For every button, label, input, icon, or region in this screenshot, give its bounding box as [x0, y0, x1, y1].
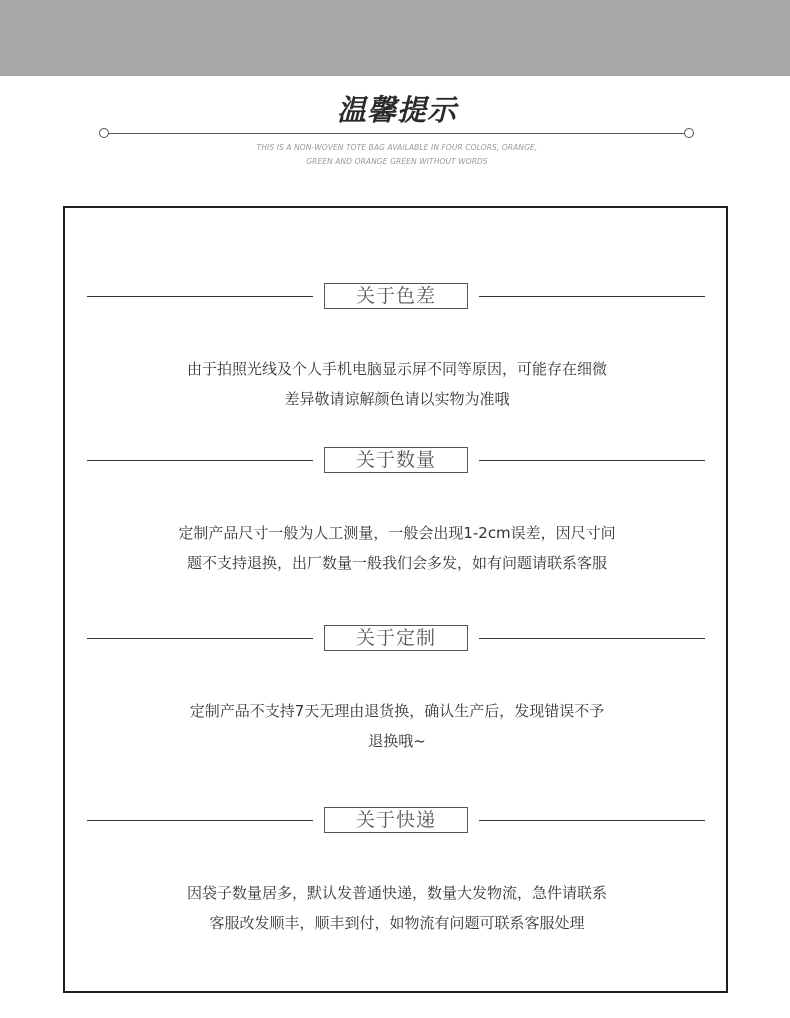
section-header-customization — [0, 625, 790, 651]
divider-line — [479, 820, 705, 821]
subtitle-line-1: THIS IS A NON-WOVEN TOTE BAG AVAILABLE IN FOUR COLORS, ORANGE, — [256, 143, 538, 152]
divider-line — [479, 296, 705, 297]
divider-line — [87, 460, 313, 461]
body-line: 差异敬请谅解颜色请以实物为准哦 — [284, 390, 510, 408]
notice-card — [63, 206, 728, 993]
body-line: 题不支持退换，出厂数量一般我们会多发，如有问题请联系客服 — [186, 554, 607, 572]
divider-line — [479, 460, 705, 461]
section-body-shipping — [0, 878, 790, 938]
body-line: 退换哦~ — [368, 732, 426, 750]
section-body-quantity — [0, 518, 790, 578]
body-line: 定制产品尺寸一般为人工测量，一般会出现1-2cm误差，因尺寸问 — [178, 524, 616, 542]
subtitle-line-2: GREEN AND ORANGE GREEN WITHOUT WORDS — [306, 157, 488, 166]
section-title: 关于定制 — [324, 625, 468, 651]
top-banner — [0, 0, 790, 76]
circle-icon — [684, 128, 694, 138]
circle-icon — [99, 128, 109, 138]
section-title: 关于快递 — [324, 807, 468, 833]
body-line: 定制产品不支持7天无理由退货换，确认生产后，发现错误不予 — [189, 702, 605, 720]
section-header-color-difference — [0, 283, 790, 309]
section-header-shipping — [0, 807, 790, 833]
divider-line — [87, 820, 313, 821]
divider-line — [87, 638, 313, 639]
section-title: 关于色差 — [324, 283, 468, 309]
title-divider — [104, 133, 688, 134]
section-header-quantity — [0, 447, 790, 473]
body-line: 因袋子数量居多，默认发普通快递，数量大发物流，急件请联系 — [186, 884, 607, 902]
section-title: 关于数量 — [324, 447, 468, 473]
divider-line — [479, 638, 705, 639]
divider-line — [87, 296, 313, 297]
section-body-customization — [0, 696, 790, 756]
body-line: 由于拍照光线及个人手机电脑显示屏不同等原因，可能存在细微 — [186, 360, 607, 378]
section-body-color-difference — [0, 354, 790, 414]
body-line: 客服改发顺丰，顺丰到付，如物流有问题可联系客服处理 — [209, 914, 585, 932]
page-title: 温馨提示 — [336, 93, 457, 127]
